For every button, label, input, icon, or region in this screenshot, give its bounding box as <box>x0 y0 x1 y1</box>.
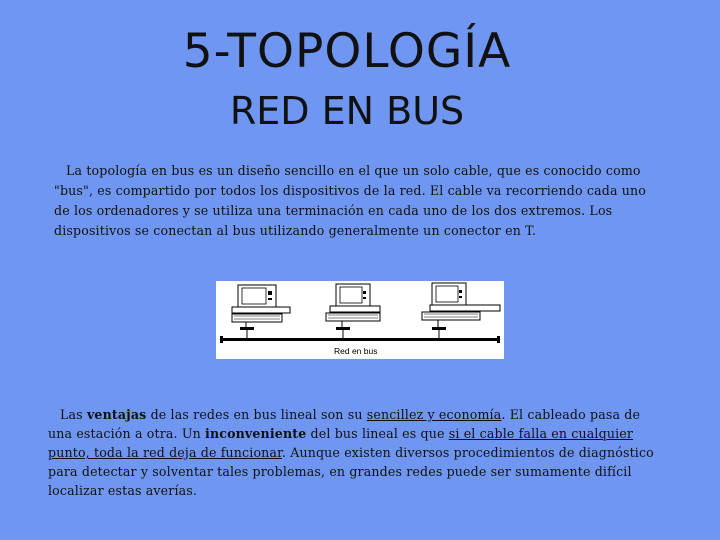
para2-text-5: . Aunque existen diversos procedimientos de diagnóstico para detectar y solventar tales problemas, en grandes redes puede ser sumamente difícil localizar estas averías. <box>48 445 654 498</box>
advantages-paragraph <box>48 405 668 500</box>
right-terminator <box>497 336 500 343</box>
diagram-caption: Red en bus <box>334 346 378 356</box>
failure-highlight: si el cable falla en cualquier punto, toda la red deja de funcionar <box>48 426 634 460</box>
slide-subtitle: RED EN BUS <box>229 89 465 133</box>
simplicity-highlight: sencillez y economía <box>366 407 502 422</box>
bus-description-paragraph: La topología en bus es un diseño sencillo en el que un solo cable, que es conocido como "bus", es compartido por todos los dispositivos de la red. El cable va recorriendo cada uno de los ordenadores y se utiliza una terminación en cada uno de los dos extremos. Los dispositivos se conectan al bus utilizando generalmente un conector en T. <box>54 163 647 238</box>
bus-network-illustration <box>216 281 504 359</box>
para2-text-1: Las <box>60 407 87 422</box>
computer-2-icon <box>326 284 380 339</box>
para2-text-2: de las redes en bus lineal son su <box>146 407 367 422</box>
para2-text-4: del bus lineal es que <box>306 426 449 441</box>
inconveniente-term: inconveniente <box>205 426 307 441</box>
bus-cable <box>222 338 498 341</box>
left-terminator <box>220 336 223 343</box>
para2-text-3: . El cableado pasa de una estación a otra. Un <box>48 407 641 441</box>
bus-network-diagram <box>216 281 504 359</box>
slide-title: 5-TOPOLOGÍA <box>182 24 512 79</box>
computer-3-icon <box>422 283 500 339</box>
ventajas-term: ventajas <box>86 407 147 422</box>
computer-1-icon <box>232 285 290 339</box>
